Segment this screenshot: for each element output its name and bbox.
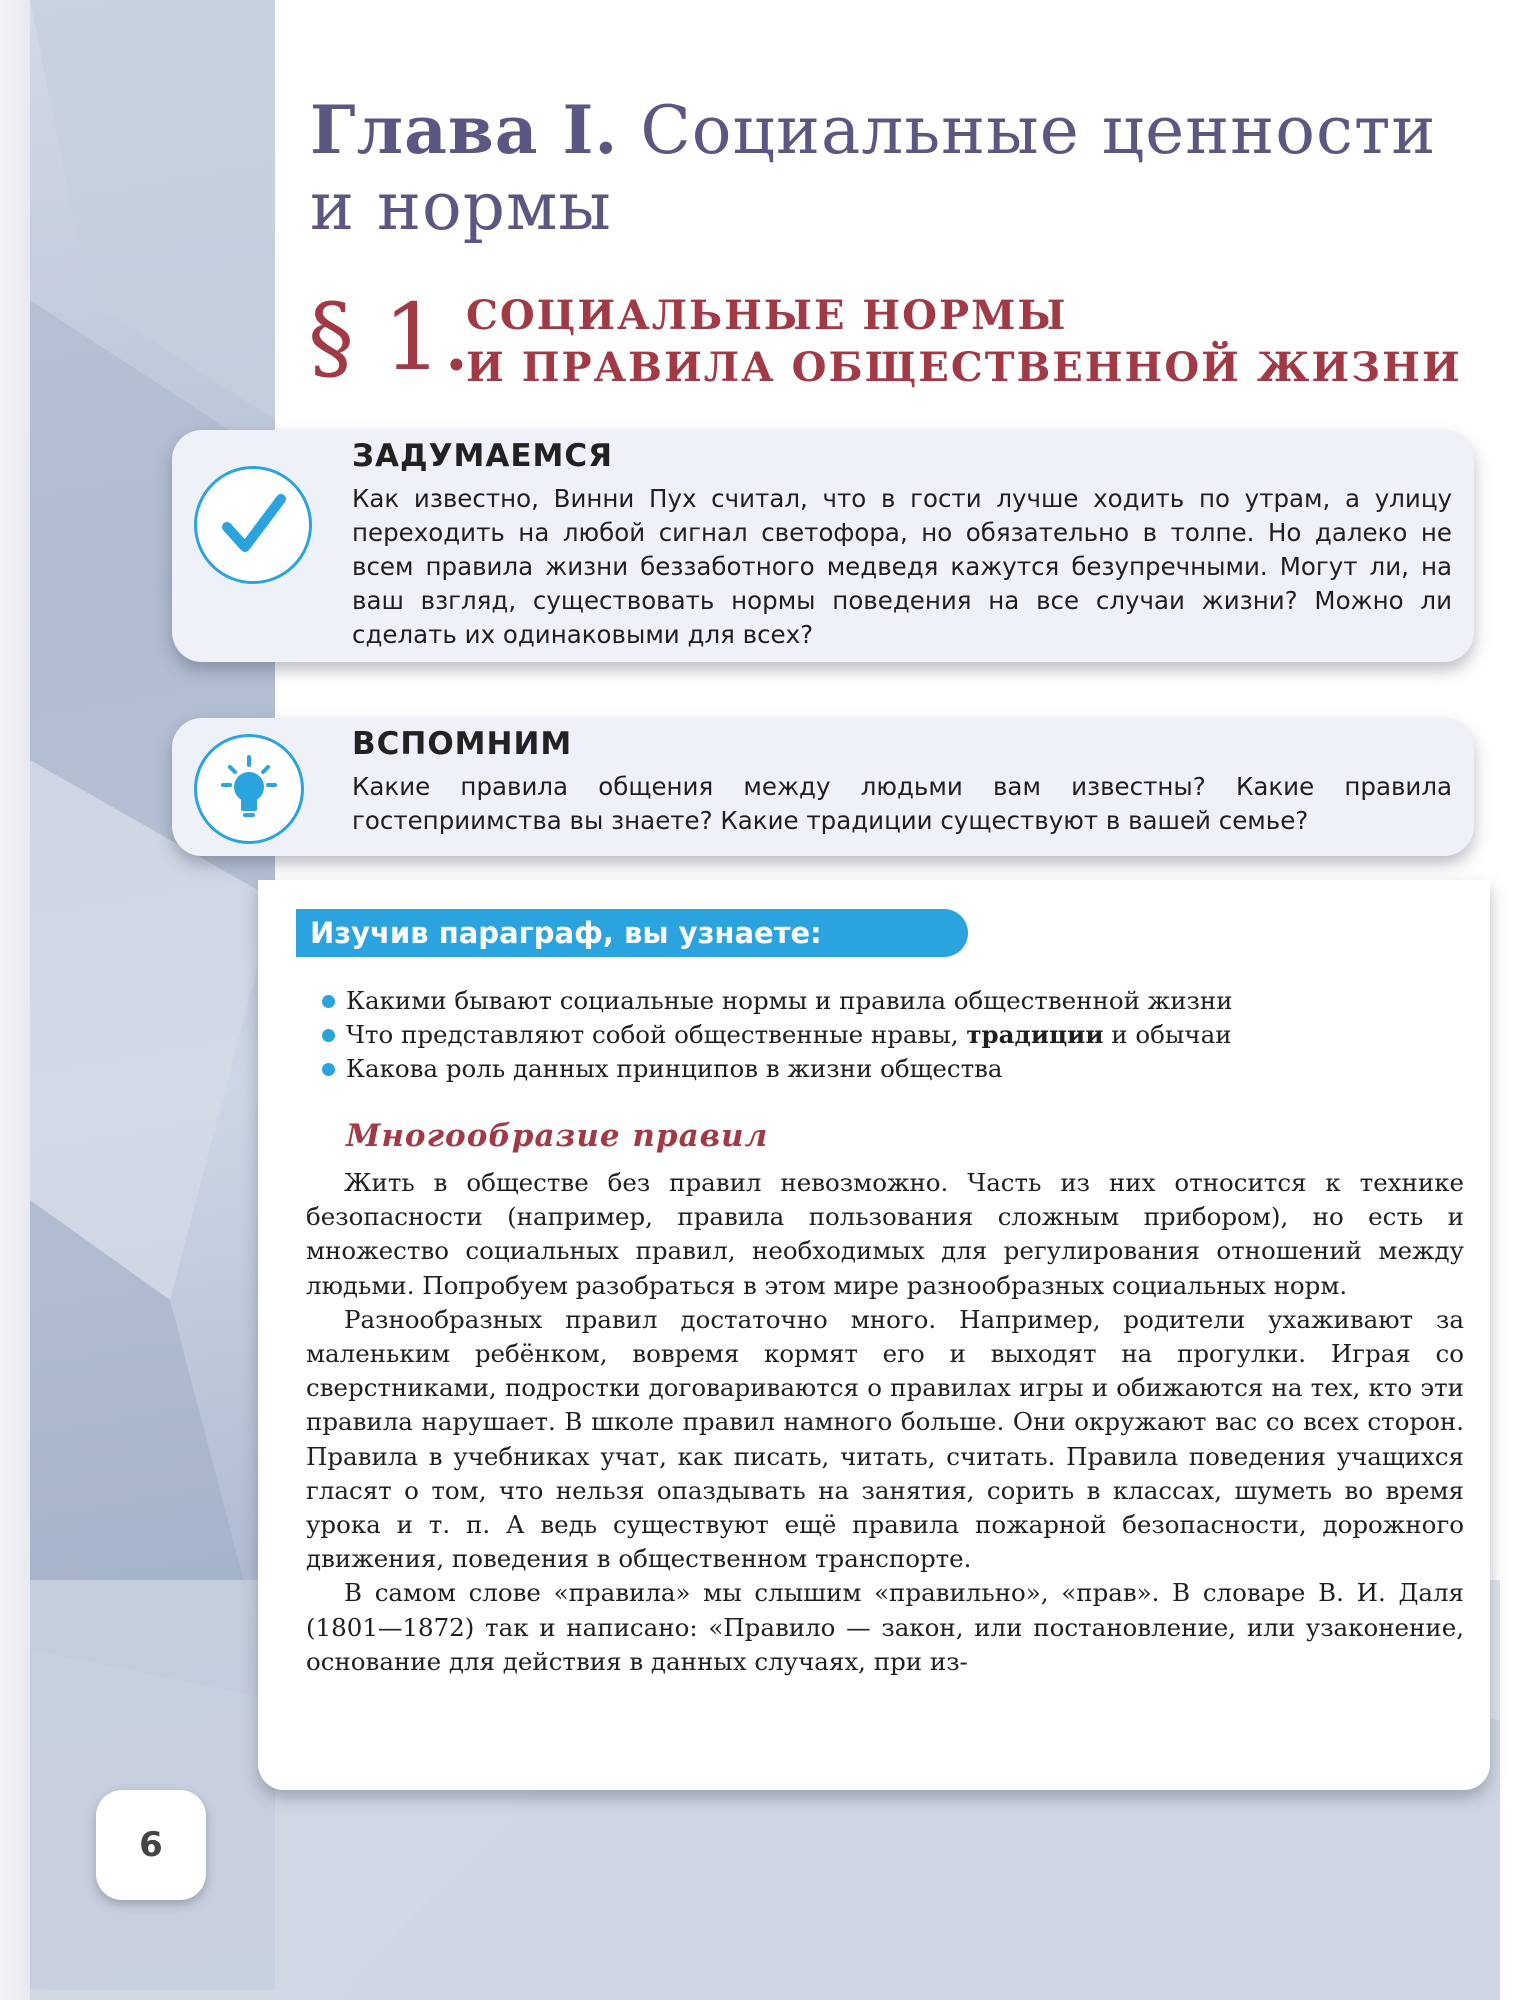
chapter-title-line2: и нормы bbox=[310, 168, 612, 245]
section-heading: Многообразие правил bbox=[346, 1118, 769, 1154]
chapter-title-line1: Социальные ценности bbox=[640, 92, 1437, 169]
paragraph-title-line1: СОЦИАЛЬНЫЕ НОРМЫ bbox=[466, 292, 1068, 339]
bullet-dot-icon bbox=[322, 1029, 335, 1042]
section-body bbox=[306, 1166, 1464, 1679]
lightbulb-icon-graphic bbox=[197, 737, 301, 841]
learn-item-text-after: и обычаи bbox=[1103, 1020, 1232, 1049]
learn-item bbox=[346, 984, 1476, 1018]
learn-item bbox=[346, 1052, 1476, 1086]
lightbulb-icon bbox=[194, 734, 304, 844]
chapter-label: Глава I. bbox=[310, 91, 619, 169]
think-box bbox=[172, 430, 1474, 662]
paragraph-symbol: § 1. bbox=[308, 284, 472, 391]
recall-box bbox=[172, 718, 1474, 856]
recall-heading: ВСПОМНИМ bbox=[352, 726, 573, 762]
chapter-title bbox=[310, 92, 1460, 245]
learn-item-text: Какими бывают социальные нормы и правила общественной жизни bbox=[346, 986, 1233, 1015]
body-paragraph: Жить в обществе без правил невозможно. Часть из них относится к технике безопасности (например, правила пользования сложным прибором), но есть и множество социальных правил, необходимых для регулирования отношений между людьми. Попробуем разобраться в этом мире разнообразных социальных норм. bbox=[306, 1168, 1464, 1300]
page-number: 6 bbox=[96, 1790, 206, 1900]
think-text: Как известно, Винни Пух считал, что в гости лучше ходить по утрам, а улицу переходить на любой сигнал светофора, но обязательно в толпе. Но далеко не всем правила жизни беззаботного медведя кажутся безупречными. Могут ли, на ваш взгляд, существовать нормы поведения на все случаи жизни? Можно ли сделать их одинаковыми для всех? bbox=[352, 484, 1452, 649]
body-paragraph: Разнообразных правил достаточно много. Например, родители ухаживают за маленьким ребёнком, вовремя кормят его и выходят на прогулки. Играя со сверстниками, подростки договариваются о правилах игры и обижаются на тех, кто эти правила нарушает. В школе правил намного больше. Они окружают вас со всех сторон. Правила в учебниках учат, как писать, читать, считать. Правила поведения учащихся гласят о том, что нельзя опаздывать на занятия, сорить в классах, шуметь во время урока и т. п. А ведь существуют ещё правила пожарной безопасности, дорожного движения, поведения в общественном транспорте. bbox=[306, 1304, 1464, 1574]
learn-list bbox=[346, 984, 1476, 1086]
learn-item-text-before: Что представляют собой общественные нравы, bbox=[346, 1020, 967, 1049]
bullet-dot-icon bbox=[322, 995, 335, 1008]
learn-item-text: Какова роль данных принципов в жизни общества bbox=[346, 1054, 1003, 1083]
checkmark-icon bbox=[194, 466, 312, 584]
bullet-dot-icon bbox=[322, 1063, 335, 1076]
learn-banner: Изучив параграф, вы узнаете: bbox=[296, 909, 968, 957]
recall-text: Какие правила общения между людьми вам известны? Какие правила гостеприимства вы знаете? Какие традиции существуют в вашей семье? bbox=[352, 772, 1452, 835]
body-paragraph: В самом слове «правила» мы слышим «правильно», «прав». В словаре В. И. Даля (1801—1872) так и написано: «Правило — закон, или постановление, или узаконение, основание для действия в данных случаях, при из- bbox=[306, 1578, 1464, 1676]
checkmark-icon-graphic bbox=[197, 469, 309, 581]
page-edge bbox=[0, 0, 30, 2000]
learn-item-text-bold: традиции bbox=[966, 1020, 1104, 1049]
paragraph-title-line2: И ПРАВИЛА ОБЩЕСТВЕННОЙ ЖИЗНИ bbox=[466, 344, 1462, 391]
think-heading: ЗАДУМАЕМСЯ bbox=[352, 438, 614, 474]
learn-item bbox=[346, 1018, 1476, 1052]
paragraph-title bbox=[466, 290, 1466, 394]
